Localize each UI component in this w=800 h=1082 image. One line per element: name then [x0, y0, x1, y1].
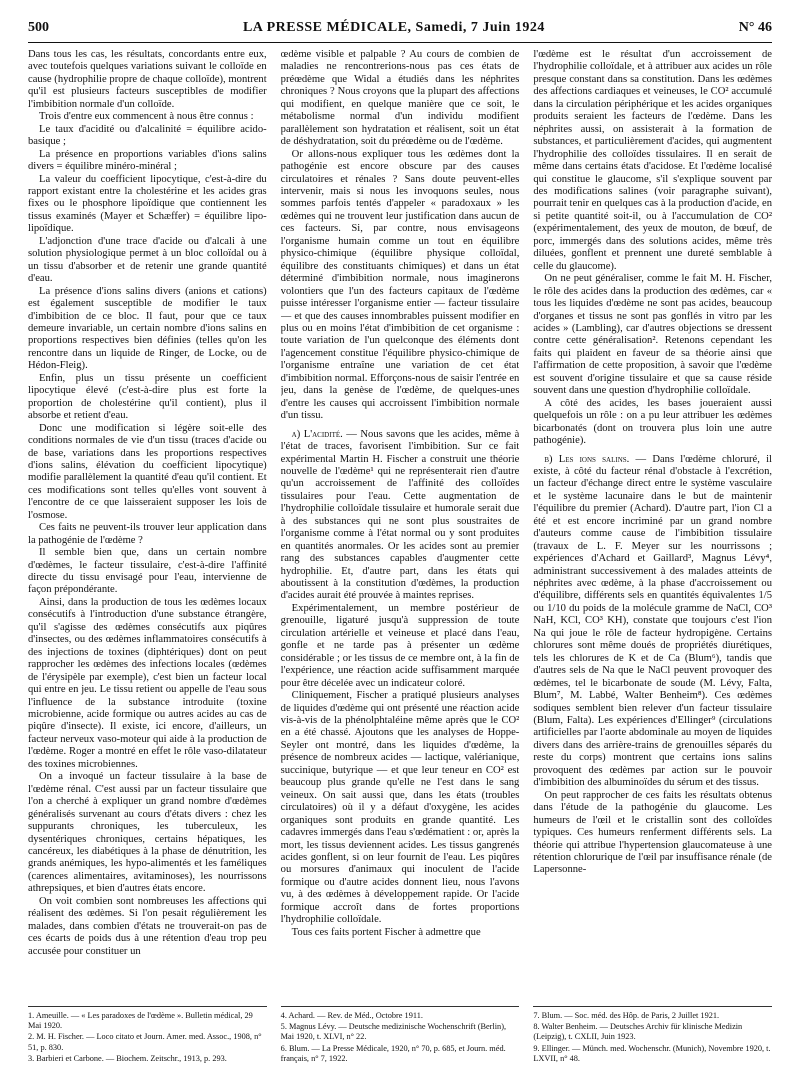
paragraph	[281, 927, 520, 939]
paragraph-text: A côté des acides, les bases joueraient aussi quelquefois un rôle : on a pu leur attribuer les œdèmes bicarbonatés (dont on trouvera plus loin une autre pathogénie).	[533, 397, 772, 447]
footnotes-column-1	[28, 1006, 267, 1065]
paragraph-text: Tous ces faits portent Fischer à admettre que	[291, 926, 481, 938]
paragraph	[28, 286, 267, 373]
paragraph-text: Enfin, plus un tissu présente un coefficient lipocytique élevé (c'est-à-dire plus est forte la proportion de cholestérine qu'il contient), plus il absorbe et retient d'eau.	[28, 372, 267, 422]
issue-number: N° 46	[738, 20, 772, 35]
paragraph	[28, 124, 267, 149]
text-column-1	[28, 49, 267, 1024]
journal-name: LA PRESSE MÉDICALE	[242, 20, 408, 35]
page-number: 500	[28, 20, 49, 35]
paragraph-text: Dans tous les cas, les résultats, concordants entre eux, avec toutefois quelques variations suivant le colloïde en cause (hydrophilie propre de chaque colloïde), montrent qu'il est plusieurs facteurs susceptibles de modifier l'imbibition normale d'un colloïde.	[28, 49, 267, 110]
paragraph-text: Il semble bien que, dans un certain nombre d'œdèmes, le facteur tissulaire, c'est-à-dire l'affinité directe du tissu envisagé pour l'eau, intervienne de façon prépondérante.	[28, 547, 267, 596]
paragraph	[28, 547, 267, 597]
paragraph-text: On ne peut généraliser, comme le fait M. H. Fischer, le rôle des acides dans la production des œdèmes, car « tous les liquides d'œdème ne sont pas acides, beaucoup d'organes et tissus ne sont pas gonflés in vitro par les acides » (Lambling), car d'autres objections se dressent contre cette généralisation². Retenons cependant les faits qui plaident en faveur de sa théorie ainsi que l'affirmation de cette proposition, à savoir que l'œdème est souvent d'origine tissulaire et que sa cause réside souvent dans une question d'hydrophilie colloïdale.	[533, 273, 772, 397]
section-heading: a) L'acidité.	[291, 428, 343, 440]
paragraph	[28, 236, 267, 286]
paragraph-text: La valeur du coefficient lipocytique, c'est-à-dire du rapport existant entre la cholestérine et les acides gras fixes ou le phosphore lipoïdique que contiennent les tissus examinés (Mayer et Schæffer) = équilibre lipo-lipoïdique.	[28, 173, 267, 235]
paragraph	[281, 149, 520, 423]
paragraph	[28, 174, 267, 236]
footnote: 4. Achard. — Rev. de Méd., Octobre 1911.	[280, 1011, 423, 1020]
paragraph-text: — Dans l'œdème chloruré, il existe, à côté du facteur rénal d'obstacle à l'excrétion, un facteur d'échange direct entre le système vasculaire et le système lacunaire dans le but de maintenir l'équilibre du premier (Achard). D'autre part, l'ion Cl a été et est encore incriminé par un grand nombre d'auteurs comme cause de l'imbibition tissulaire (travaux de L. F. Meyer sur les nourrissons ; expériences d'Achard et Gaillard³, Magnus Lévy⁴, administrant successivement à des malades atteints de néphrites avec œdème, à la phase d'accroissement ou d'équilibre, différents sels en quantités équivalentes 1/5 ou 1/10 du poids de la molécule gramme de NaCl, CO³ NaH, KCl, CO³ KH), constate que toujours c'est l'ion Na qui joue le rôle de facteur hydropigène. Certains chlorures sont même doués de propriétés diurétiques, tels les chlorures de K et de Ca (Blum⁶), tandis que d'autres sels de Na que le NaCl peuvent provoquer des œdèmes, tel le bicarbonate de soude (M. Lévy, Falta, Blum⁷, M. Labbé, Walter Benheim⁸). Ces œdèmes sodiques semblent bien relever d'un facteur tissulaire (Blum, Falta). Les expériences d'Ellinger⁹ (circulations artificielles par l'aorte abdominale au moyen de liquides divers dans des arrière-trains de grenouilles séparés du reste du corps) montrent que certains ions salins provoquent des œdèmes par action sur le pouvoir d'imbibition des albuminoïdes du sérum et des tissus.	[533, 453, 772, 789]
footnotes-column-3	[533, 1006, 772, 1065]
footnote: 1. Ameuille. — « Les paradoxes de l'œdème ». Bulletin médical, 29 Mai 1920.	[28, 1011, 253, 1031]
paragraph	[28, 522, 267, 547]
paragraph-text: Donc une modification si légère soit-elle des conditions normales de vie d'un tissu (traces d'acide ou de base, variations dans les proportions respectives d'ions salins, élévation du coefficient lipocytique) modifie parallèlement la quantité d'eau qu'il contient. Et ces modifications sont telles qu'elles vont souvent à l'encontre de ce que laisseraient supposer les lois de l'osmose.	[28, 422, 267, 521]
paragraph-text: La présence en proportions variables d'ions salins divers = équilibre minéro-minéral ;	[28, 148, 267, 173]
paragraph-text: L'adjonction d'une trace d'acide ou d'alcali à une solution physiologique permet à un bloc colloïdal ou à un tissu d'absorber et de retenir une grande quantité d'eau.	[28, 235, 267, 285]
section-heading: b) Les ions salins.	[544, 453, 630, 465]
paragraph-text: l'œdème est le résultat d'un accroissement de l'hydrophilie colloïdale, et à attribuer aux acides un rôle presque constant dans sa constitution. Dans les œdèmes des affections cardiaques et veineuses, le CO² accumulé dans la circulation périphérique et les acides organiques produits seraient les facteurs de l'œdème. Dans les néphrites aussi, on assisterait à la formation de substances, et particulièrement d'acides, qui augmentent l'hydrophilie des colloïdes tissulaires. Il en serait de même dans certains états d'acidose. Et l'œdème localisé qui constitue le glaucome, s'il s'explique souvent par des modifications salines (voir paragraphe suivant), pourrait tenir en quelques cas à la production d'acide, en si petite quantité soit-il, ou à l'accumulation de CO² (expérimentalement, des yeux de mouton, de bœuf, de porc, immergés dans des solutions acides, même très diluées, gonflent et prennent une dureté semblable à celle du glaucome).	[533, 49, 772, 272]
paragraph	[28, 149, 267, 174]
footnote: 8. Walter Benheim. — Deutsches Archiv für klinische Medizin (Leipzig), t. CXLII, Juin 1923.	[533, 1022, 743, 1042]
paragraph-text: Or allons-nous expliquer tous les œdèmes dont la pathogénie est encore obscure par des causes circulatoires et rénales ? Sans doute peuvent-elles intervenir, mais si nous les invoquons seules, nous sommes parfois tentés d'appeler « paradoxaux » les œdèmes qui ne trouvent leur justification dans aucun de ces facteurs. Si, par contre, nous envisageons l'organisme humain comme un tout en équilibre physico-chimique (équilibre physique colloïdal, équilibre des constituants chimiques) et dans un état déterminé d'imbibition normale, nous imaginerons volontiers que l'un des facteurs capitaux de l'œdème puisse intéresser l'organisme entier — facteur tissulaire — et que des causes innombrables puissent modifier en plus ou en moins l'état d'imbibition de cet organisme : toute variation de l'un quelconque des éléments dont l'agencement constitue l'équilibre physico-chimique de l'organisme entraîne une variation de cet état d'imbibition normal. Efforçons-nous de saisir l'entrée en jeu, dans la genèse de l'œdème, de quelques-unes d'entre les causes qui accroissent l'imbibition normale d'un tissu.	[280, 148, 520, 422]
footnote: 6. Blum. — La Presse Médicale, 1920, n° 70, p. 685, et Journ. méd. français, n° 7, 1922.	[280, 1043, 506, 1063]
text-column-2	[281, 49, 520, 1024]
article-body	[28, 49, 772, 1024]
paragraph	[533, 49, 772, 273]
paragraph	[533, 454, 772, 790]
paragraph-text: On voit combien sont nombreuses les affections qui réalisent des œdèmes. Si l'on pesait régulièrement les malades, dans combien d'états ne trouverait-on pas de ces écarts de poids dus à une rétention d'eau trop peu accusée pour constituer un	[28, 895, 267, 957]
paragraph	[28, 423, 267, 523]
issue-date: , Samedi, 7 Juin 1924	[407, 20, 545, 35]
paragraph	[281, 603, 520, 690]
paragraph-text: Cliniquement, Fischer a pratiqué plusieurs analyses de liquides d'œdème qui ont présenté une réaction acide vis-à-vis de la phénolphtaléine même après que le CO² en a été chassé. Ajoutons que les analyses de Hoppe-Seyler ont montré, dans les liquides d'œdème, la présence de nombreux acides — lactique, valérianique, succinique, butyrique — et que leur teneur en CO² est beaucoup plus grande qu'elle ne l'est dans le sang veineux. On sait aussi que, dans les états (troubles circulatoires) où il y a défaut d'oxygène, les acides organiques sont produits en grande quantité. Les cadavres immergés dans l'eau s'œdématient : or, après la mort, les tissus deviennent acides. Les tissus gangrenés acides gonflent, si on leur fournit de l'eau. Les piqûres ou morsures d'animaux qui inoculent de l'acide formique ou d'autre acides donnent lieu, nous l'avons vu, à des œdèmes à développement rapide. Or l'acide formique accroît dans de fortes proportions l'hydrophilie colloïdale.	[280, 690, 520, 926]
paragraph	[281, 429, 520, 603]
paragraph	[28, 111, 267, 123]
paragraph	[533, 790, 772, 877]
footnote: 7. Blum. — Soc. méd. des Hôp. de Paris, 2 Juillet 1921.	[533, 1011, 720, 1020]
paragraph	[281, 690, 520, 927]
footnotes-column-2	[281, 1006, 520, 1065]
running-header	[28, 20, 772, 40]
text-column-3	[533, 49, 772, 1024]
paragraph	[281, 49, 520, 149]
paragraph-text: Le taux d'acidité ou d'alcalinité = équilibre acido-basique ;	[28, 123, 267, 148]
paragraph-text: On a invoqué un facteur tissulaire à la base de l'œdème rénal. C'est aussi par un facteur tissulaire que l'on a cherché à expliquer un grand nombre d'œdèmes généralisés survenant au cours d'états divers : chez les suppurants chroniques, les tuberculeux, les dysentériques chroniques, certains hépatiques, les cancéreux, les diabétiques à la phase de dénutrition, les grands anémiques, les hypo-alimentés et les faméliques (carences alimentaires, avitaminoses), les nourrissons athrepsiques, et bien d'autres états encore.	[28, 771, 267, 895]
paragraph	[28, 597, 267, 771]
journal-title	[243, 20, 545, 36]
paragraph	[28, 771, 267, 896]
paragraph	[28, 896, 267, 958]
footnote: 5. Magnus Lévy. — Deutsche medizinische Wochenschrift (Berlin), Mai 1920, t. XLVI, n° 22.	[280, 1022, 507, 1042]
paragraph-text: Expérimentalement, un membre postérieur de grenouille, ligaturé jusqu'à suppression de toute circulation artérielle et veineuse et placé dans l'eau, gonfle et ne tarde pas à présenter un œdème considérable ; or les tissus de ce membre ont, à la fin de l'expérience, une réaction acide suffisamment marquée pour être décelée avec un indicateur coloré.	[280, 602, 520, 689]
paragraph	[28, 49, 267, 111]
paragraph	[28, 373, 267, 423]
paragraph-text: œdème visible et palpable ? Au cours de combien de maladies ne rencontrerions-nous pas ces états de préœdème que Widal a étudiés dans les néphrites chroniques ? Nous croyons que la plupart des affections qui modifient, en quelque manière que ce soit, le métabolisme normal d'un individu modifient parallèlement son hydratation et réalisent, soit un état de déshydratation, soit du préœdème ou de l'œdème.	[280, 49, 520, 148]
paragraph-text: On peut rapprocher de ces faits les résultats obtenus dans l'étude de la pathogénie du glaucome. Les humeurs de l'œil et le cristallin sont des colloïdes typiques. Ces humeurs renferment différents sels. La théorie qui attribue l'hypertension glaucomateuse à une rétention chlorurique de l'œil par insuffisance rénale (de Lapersonne-	[533, 789, 772, 876]
paragraph	[533, 398, 772, 448]
footnote: 2. M. H. Fischer. — Loco citato et Journ. Amer. med. Assoc., 1908, n° 51, p. 830.	[28, 1032, 262, 1052]
paragraph-text: — Nous savons que les acides, même à l'état de traces, favorisent l'imbibition. Sur ce fait expérimental Martin H. Fischer a construit une théorie nouvelle de l'œdème¹ qui ne représenterait rien d'autre qu'un accroissement de l'affinité des colloïdes tissulaires pour l'eau. Cette augmentation de l'hydrophilie colloïdale tissulaire et humorale serait due à des substances qui ne sont plus soustraites de l'organisme comme à l'état normal ou y sont produites en quantités anormales. Or les acides sont au premier rang des substances capables d'augmenter cette hydrophilie. Et, d'autre part, dans les états qui aboutissent à la constitution d'œdèmes, la production d'acides aurait été prouvée à maintes reprises.	[280, 428, 520, 602]
footnote: 9. Ellinger. — Münch. med. Wochenschr. (Munich), Novembre 1920, t. LXVII, n° 48.	[533, 1043, 771, 1063]
paragraph-text: Ces faits ne peuvent-ils trouver leur application dans la pathogénie de l'œdème ?	[28, 522, 267, 546]
paragraph-text: Ainsi, dans la production de tous les œdèmes locaux consécutifs à l'introduction d'une substance étrangère, qu'il s'agisse des œdèmes consécutifs aux piqûres d'insectes, ou des œdèmes inflammatoires consécutifs à des injections de toxines (diphtériques) dont on peut rapprocher les œdèmes des infections locales (œdèmes de l'érysipèle par exemple), c'est bien un facteur local qui entre en jeu. Le tissu retient ou appelle de l'eau sous l'influence de la substance introduite (toxine microbienne, acide formique ou autres acides au cas de piqûre d'insecte). Il existe, ici encore, d'ailleurs, un facteur nerveux vaso-moteur qui aide à la production de l'œdème. Roger a montré en effet le rôle vaso-dilatateur des toxines microbiennes.	[28, 596, 267, 770]
paragraph-text: La présence d'ions salins divers (anions et cations) est également susceptible de modifier le taux d'imbibition de ce bloc. Il faut, pour que ce taux demeure invariable, un certain nombre d'ions salins en proportions respectives bien définies (telles qu'on les rencontre dans un liquide de Ringer, de Locke, ou de Hédon-Fleig).	[28, 285, 267, 372]
header-rule	[28, 42, 772, 43]
paragraph-text: Trois d'entre eux commencent à nous être connus :	[39, 111, 254, 123]
footnotes	[28, 1006, 772, 1065]
paragraph	[533, 273, 772, 398]
footnote: 3. Barbieri et Carbone. — Biochem. Zeitschr., 1913, p. 293.	[28, 1053, 227, 1063]
